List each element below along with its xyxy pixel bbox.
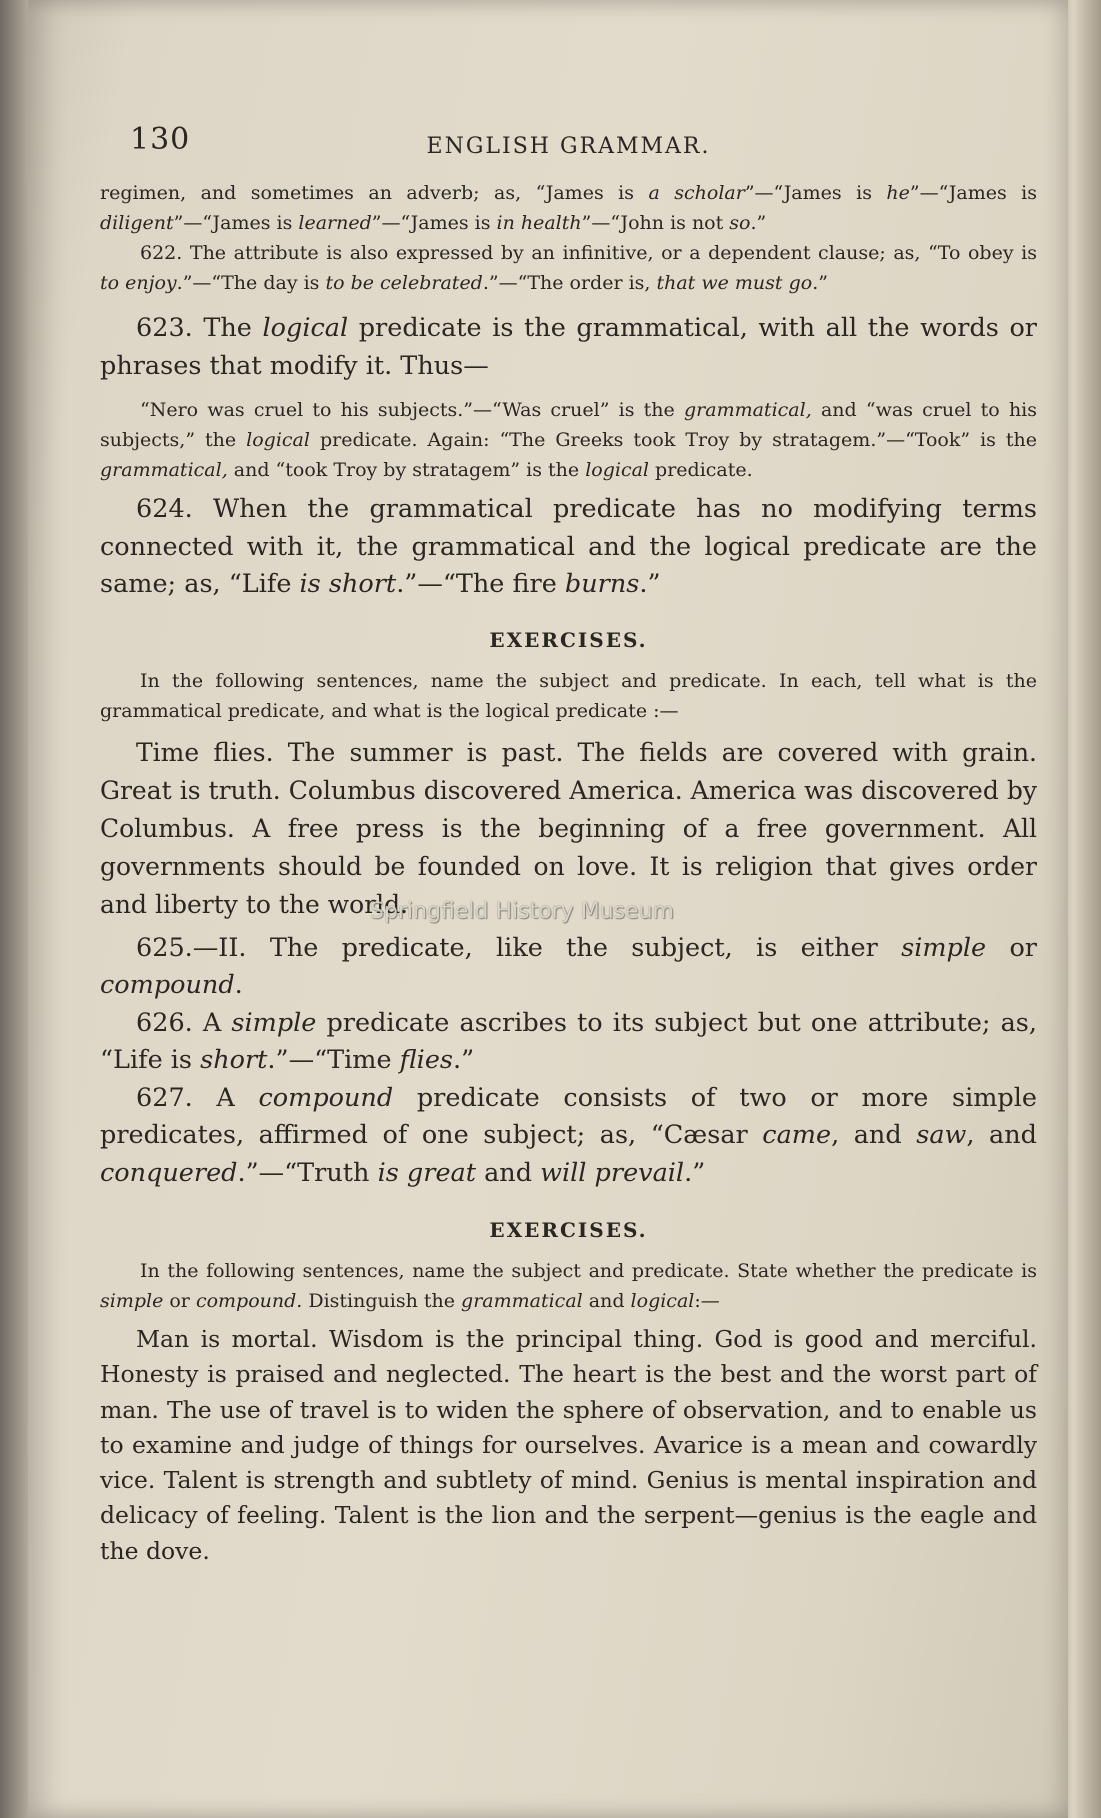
watermark: Springfield History Museum xyxy=(370,899,675,924)
running-title: ENGLISH GRAMMAR. xyxy=(426,134,711,159)
exercises-1-text: Time flies. The summer is past. The fields are covered with grain. Great is truth. Columbus discovered America. America was discovered by Columbus. A free press is the beginning of a free government. All governments should be founded on love. It is religion that gives order and liberty to the world. xyxy=(100,737,1037,919)
page-content xyxy=(100,118,1037,1569)
paragraph-627: 627. A compound predicate consists of two or more simple predicates, affirmed of one subject; as, “Cæsar came, and saw, and conquered.”—“Truth is great and will prevail.” xyxy=(100,1082,1037,1188)
paragraph-624: 624. When the grammatical predicate has no modifying terms connected with it, the grammatical and the logical predicate are the same; as, “Life is short.”—“The fire burns.” xyxy=(100,494,1037,599)
exercises-2-text: Man is mortal. Wisdom is the principal thing. God is good and merciful. Honesty is praised and neglected. The heart is the best and the worst part of man. The use of travel is to widen the sphere of observation, and to enable us to examine and judge of things for ourselves. Avarice is a mean and cowardly vice. Talent is strength and subtlety of mind. Genius is mental inspiration and delicacy of feeling. Talent is the lion and the serpent—genius is the eagle and the dove. xyxy=(100,1325,1037,1565)
paragraph-625: 625.—II. The predicate, like the subject, is either simple or compound. xyxy=(100,932,1037,1000)
paragraph-nero-example: “Nero was cruel to his subjects.”—“Was cruel” is the grammatical, and “was cruel to his subjects,” the logical predicate. Again: “The Greeks took Troy by stratagem.”—“Took” is the grammatical, and “took Troy by stratagem” is the logical predicate. xyxy=(100,399,1038,481)
paragraph-carryover: regimen, and sometimes an adverb; as, “James is a scholar”—“James is he”—“James is diligent”—“James is learned”—“James is in health”—“John is not so.” xyxy=(100,182,1038,234)
exercises-1-instructions: In the following sentences, name the subject and predicate. In each, tell what is the grammatical predicate, and what is the logical predicate :— xyxy=(100,669,1037,722)
page-header xyxy=(100,118,1037,178)
exercises-heading-2: EXERCISES. xyxy=(489,1218,648,1242)
exercises-2-instructions: In the following sentences, name the subject and predicate. State whether the predicate is simple or compound. Distinguish the grammatical and logical:— xyxy=(100,1260,1037,1312)
exercises-heading-1: EXERCISES. xyxy=(489,627,648,652)
paragraph-623: 623. The logical predicate is the grammatical, with all the words or phrases that modify it. Thus— xyxy=(100,313,1037,381)
page-number: 130 xyxy=(130,122,191,157)
paragraph-626: 626. A simple predicate ascribes to its subject but one attribute; as, “Life is short.”—“Time flies.” xyxy=(100,1007,1037,1075)
paragraph-622: 622. The attribute is also expressed by an infinitive, or a dependent clause; as, “To obey is to enjoy.”—“The day is to be celebrated.”—“The order is, that we must go.” xyxy=(100,242,1037,294)
